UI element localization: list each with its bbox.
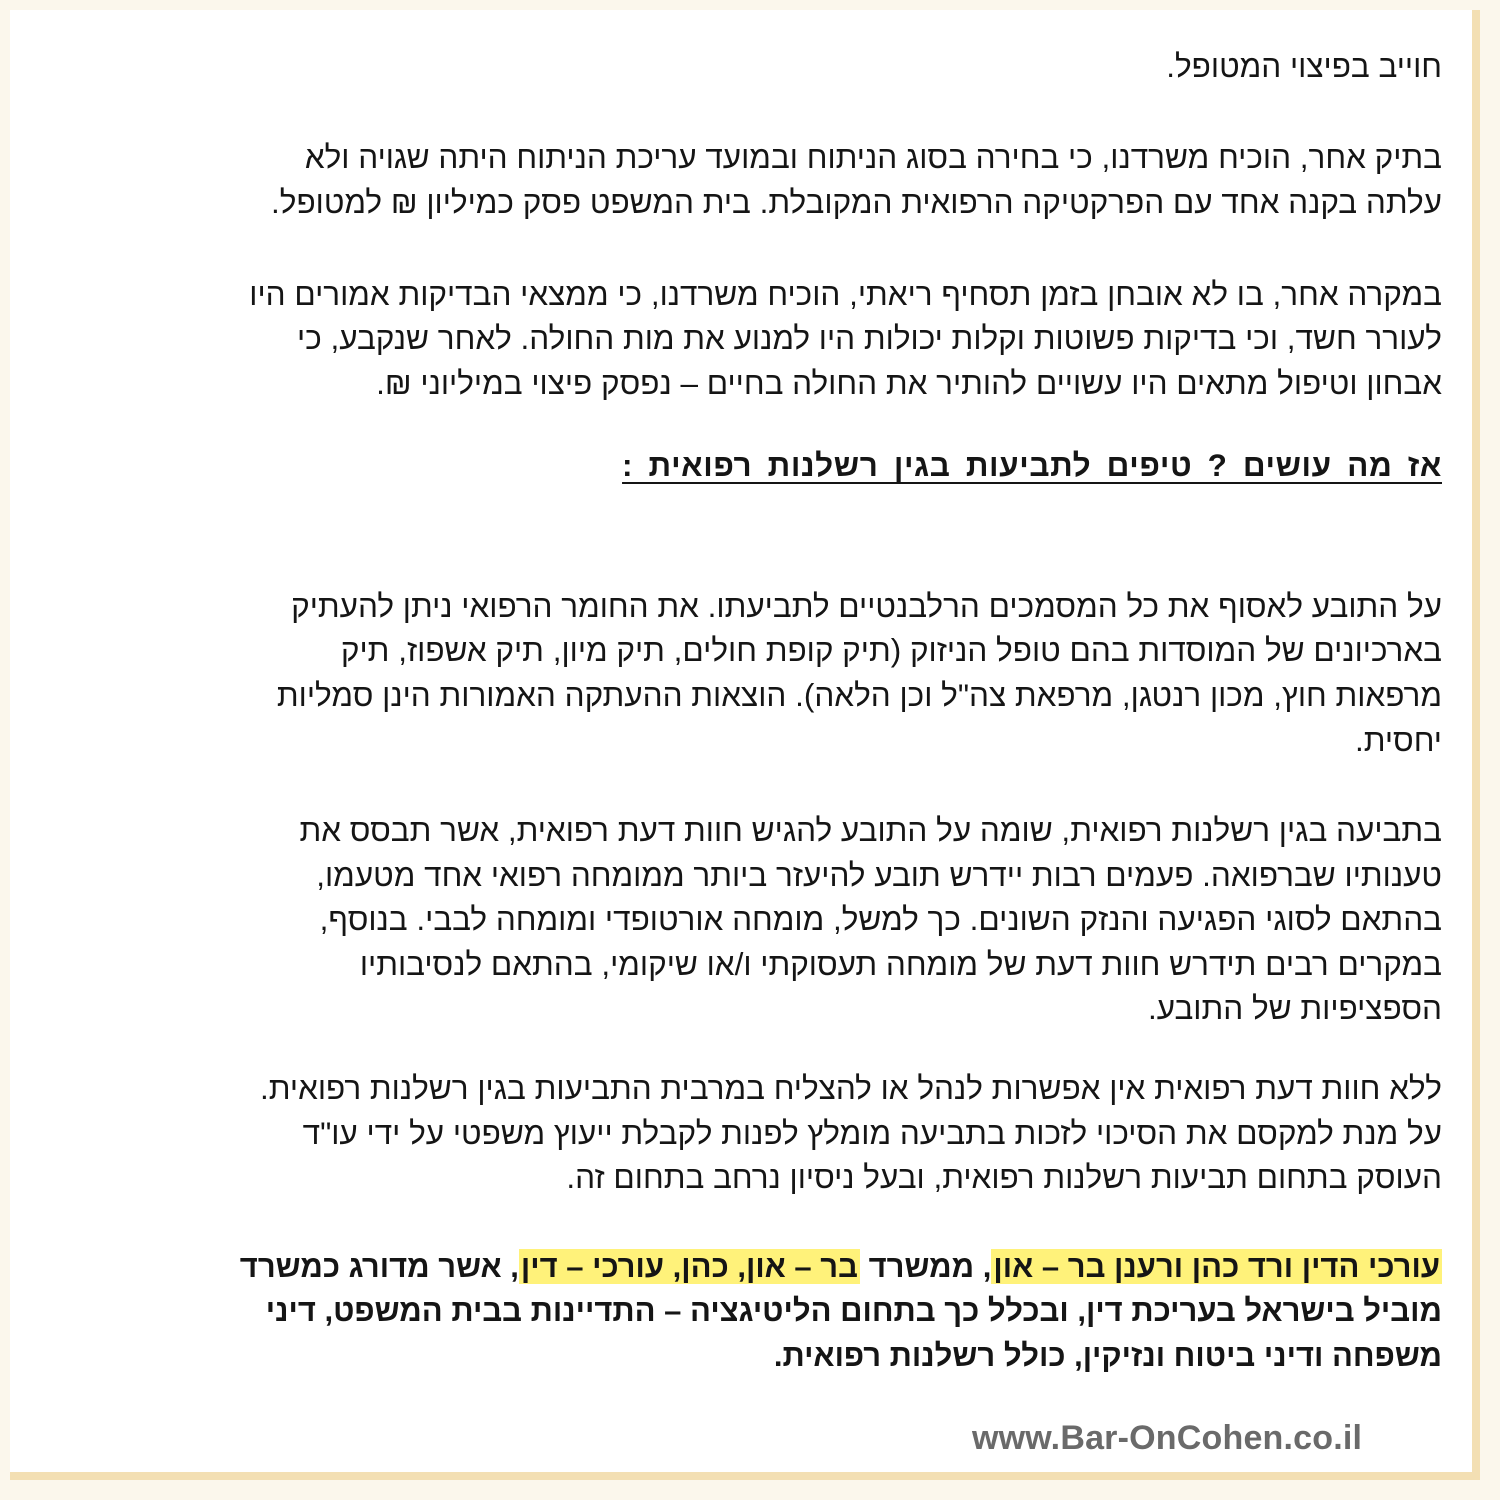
paragraph-7-ending: , אשר מדורג כמשרד [239,1249,519,1284]
website-url: www.Bar-OnCohen.co.il [972,1419,1363,1457]
paragraph-6-line-1: ללא חוות דעת רפואית אין אפשרות לנהל או להצליח במרבית התביעות בגין רשלנות רפואית. [260,1070,1442,1106]
highlight-firm-name: בר – און, כהן, עורכי – דין [520,1249,858,1284]
paragraph-5-line-3: בהתאם לסוגי הפגיעה והנזק השונים. כך למשל, מומחה אורטופדי ומומחה לבבי. בנוסף, [319,901,1442,937]
paragraph-3-line-2: לעורר חשד, וכי בדיקות פשוטות וקלות יכולות היו למנוע את מות החולה. לאחר שנקבע, כי [297,320,1442,356]
paragraph-6-line-3: העוסק בתחום תביעות רשלנות רפואית, ובעל ניסיון נרחב בתחום זה. [566,1159,1442,1195]
paragraph-1-line-1: חוייב בפיצוי המטופל. [1166,48,1442,84]
paragraph-4-line-3: מרפאות חוץ, מכון רנטגן, מרפאת צה"ל וכן הלאה). הוצאות ההעתקה האמורות הינן סמליות [276,677,1442,713]
paragraph-5-line-2: טענותיו שברפואה. פעמים רבות יידרש תובע להיעזר ביותר ממומחה רפואי אחד מטעמו, [316,857,1442,893]
paragraph-6-line-2: על מנת למקסם את הסיכוי לזכות בתביעה מומלץ לפנות לקבלת ייעוץ משפטי על ידי עו"ד [302,1115,1442,1151]
paragraph-3-line-1: במקרה אחר, בו לא אובחן בזמן תסחיף ריאתי, הוכיח משרדנו, כי ממצאי הבדיקות אמורים היו [249,276,1442,312]
paragraph-4-line-1: על התובע לאסוף את כל המסמכים הרלבנטיים לתביעתו. את החומר הרפואי ניתן להעתיק [291,588,1442,624]
paragraph-4-line-2: בארכיונים של המוסדות בהם טופל הניזוק (תיק קופת חולים, תיק מיון, תיק אשפוז, תיק [340,632,1442,668]
paragraph-7-connector: , ממשרד [860,1249,992,1284]
paragraph-2-line-1: בתיק אחר, הוכיח משרדנו, כי בחירה בסוג הניתוח ובמועד עריכת הניתוח היתה שגויה ולא [304,139,1442,175]
paragraph-7-line-2: מוביל בישראל בעריכת דין, ובכלל כך בתחום הליטיגציה – התדיינות בבית המשפט, דיני [265,1293,1442,1328]
section-heading: אז מה עושים ? טיפים לתביעות בגין רשלנות רפואית : [622,447,1442,483]
paragraph-5-line-4: במקרים רבים תידרש חוות דעת של מומחה תעסוקתי ו/או שיקומי, בהתאם לנסיבותיו [359,946,1442,982]
paragraph-2-line-2: עלתה בקנה אחד עם הפרקטיקה הרפואית המקובלת. בית המשפט פסק כמיליון ₪ למטופל. [271,184,1442,220]
scanned-page [10,10,1480,1480]
highlight-lawyer-names: עורכי הדין ורד כהן ורענן בר – און [993,1249,1440,1284]
paragraph-7-line-1 [240,1251,1442,1282]
paragraph-7-line-3: משפחה ודיני ביטוח ונזיקין, כולל רשלנות רפואית. [773,1338,1442,1373]
paragraph-5-line-1: בתביעה בגין רשלנות רפואית, שומה על התובע להגיש חוות דעת רפואית, אשר תבסס את [299,812,1442,848]
paragraph-3-line-3: אבחון וטיפול מתאים היו עשויים להותיר את החולה בחיים – נפסק פיצוי במיליוני ₪. [376,365,1442,401]
paragraph-4-line-4: יחסית. [1354,722,1442,758]
paragraph-5-line-5: הספציפיות של התובע. [1148,990,1442,1026]
